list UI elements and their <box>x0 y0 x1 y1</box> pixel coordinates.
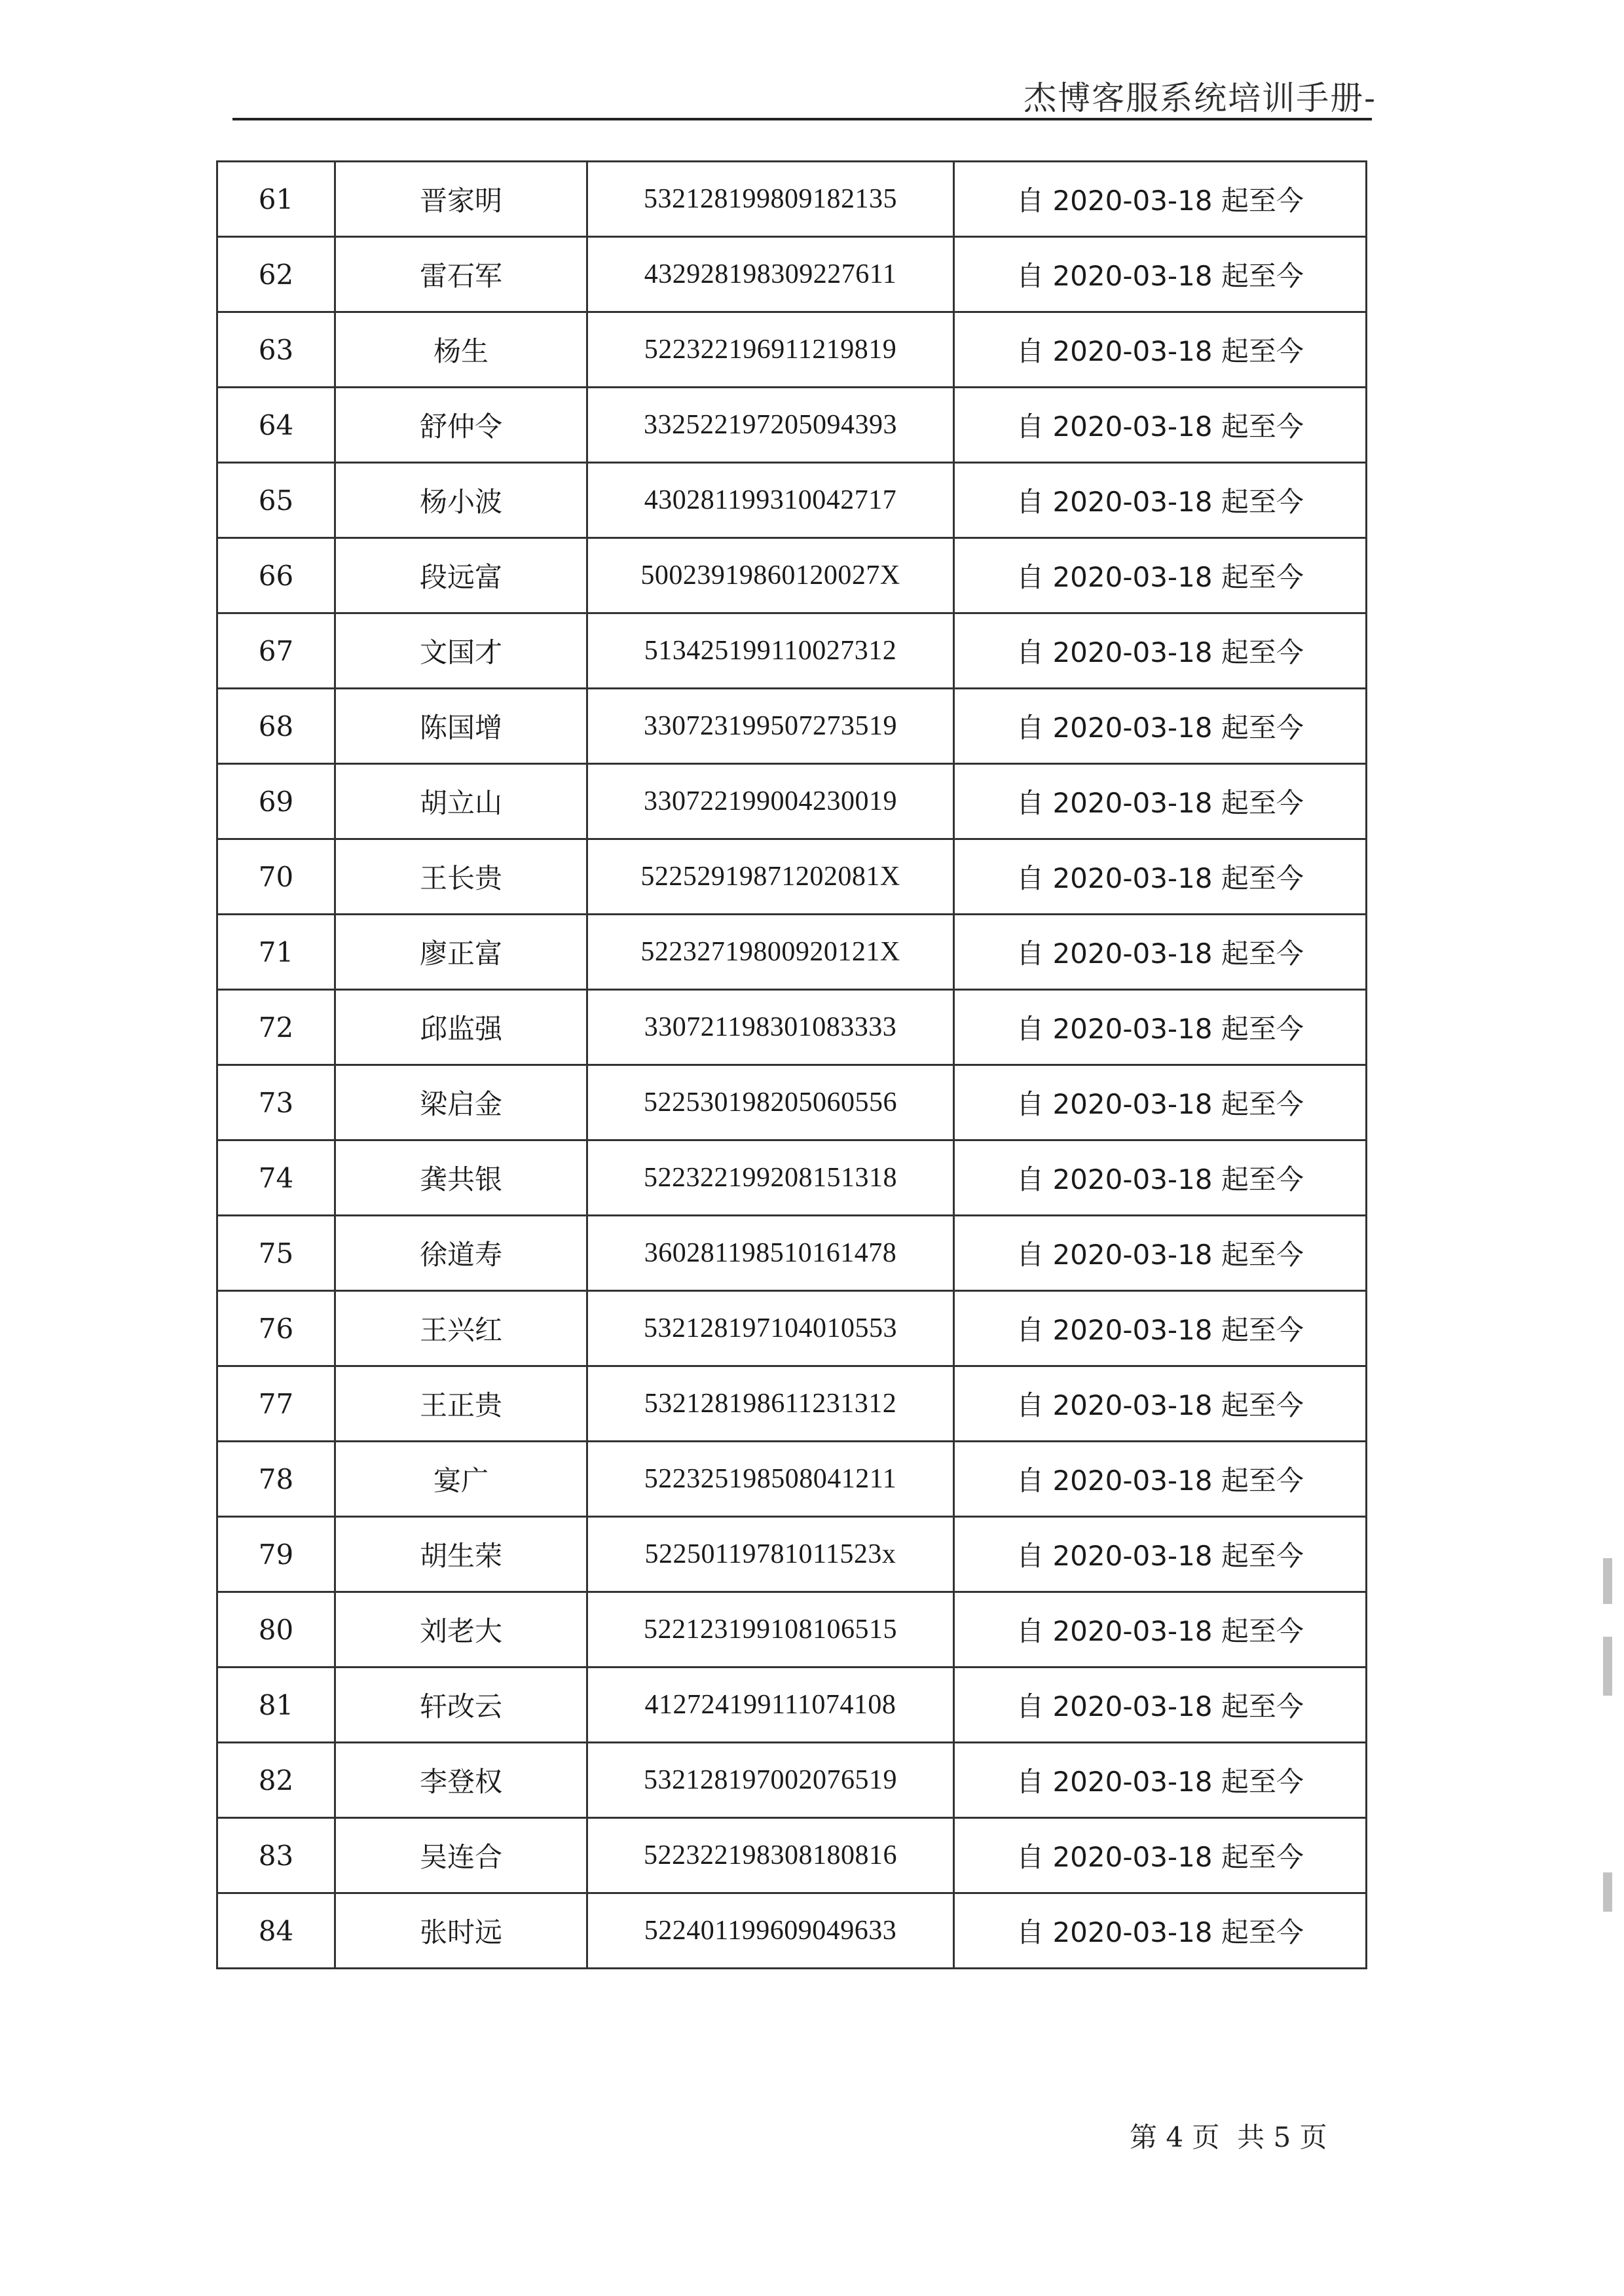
table-row <box>217 1667 1367 1743</box>
table-row <box>217 990 1367 1065</box>
id-number-cell: 532128197104010553 <box>587 1291 954 1366</box>
row-number-cell: 75 <box>217 1216 335 1291</box>
table-row <box>217 764 1367 839</box>
id-number-cell: 412724199111074108 <box>587 1667 954 1743</box>
name-cell: 胡生荣 <box>335 1517 587 1592</box>
row-number-cell: 62 <box>217 237 335 312</box>
id-number-cell: 532128197002076519 <box>587 1743 954 1818</box>
name-cell: 杨小波 <box>335 463 587 538</box>
row-number-cell: 70 <box>217 839 335 915</box>
period-cell: 自 2020-03-18 起至今 <box>954 1140 1367 1216</box>
period-cell: 自 2020-03-18 起至今 <box>954 764 1367 839</box>
id-number-cell: 522325198508041211 <box>587 1442 954 1517</box>
id-number-cell: 330722199004230019 <box>587 764 954 839</box>
name-cell: 邱监强 <box>335 990 587 1065</box>
period-cell: 自 2020-03-18 起至今 <box>954 162 1367 237</box>
row-number-cell: 71 <box>217 915 335 990</box>
period-cell: 自 2020-03-18 起至今 <box>954 1517 1367 1592</box>
id-number-cell: 522530198205060556 <box>587 1065 954 1140</box>
name-cell: 王正贵 <box>335 1366 587 1442</box>
table-row <box>217 1893 1367 1969</box>
id-number-cell: 532128199809182135 <box>587 162 954 237</box>
row-number-cell: 74 <box>217 1140 335 1216</box>
name-cell: 徐道寿 <box>335 1216 587 1291</box>
row-number-cell: 69 <box>217 764 335 839</box>
name-cell: 舒仲令 <box>335 388 587 463</box>
name-cell: 梁启金 <box>335 1065 587 1140</box>
period-cell: 自 2020-03-18 起至今 <box>954 1291 1367 1366</box>
row-number-cell: 84 <box>217 1893 335 1969</box>
period-cell: 自 2020-03-18 起至今 <box>954 1442 1367 1517</box>
id-number-cell: 522322196911219819 <box>587 312 954 388</box>
id-number-cell: 50023919860120027X <box>587 538 954 613</box>
table-row <box>217 1065 1367 1140</box>
name-cell: 吴连合 <box>335 1818 587 1893</box>
period-cell: 自 2020-03-18 起至今 <box>954 1065 1367 1140</box>
id-number-cell: 432928198309227611 <box>587 237 954 312</box>
period-cell: 自 2020-03-18 起至今 <box>954 1216 1367 1291</box>
name-cell: 张时远 <box>335 1893 587 1969</box>
id-number-cell: 330721198301083333 <box>587 990 954 1065</box>
table-row <box>217 689 1367 764</box>
table-body <box>217 162 1367 1969</box>
id-number-cell: 522322199208151318 <box>587 1140 954 1216</box>
id-number-cell: 52250119781011523x <box>587 1517 954 1592</box>
name-cell: 晋家明 <box>335 162 587 237</box>
row-number-cell: 73 <box>217 1065 335 1140</box>
personnel-table <box>216 160 1367 1969</box>
row-number-cell: 80 <box>217 1592 335 1667</box>
table-row <box>217 1366 1367 1442</box>
row-number-cell: 77 <box>217 1366 335 1442</box>
row-number-cell: 81 <box>217 1667 335 1743</box>
scan-edge-mark <box>1603 1872 1612 1912</box>
id-number-cell: 522401199609049633 <box>587 1893 954 1969</box>
row-number-cell: 83 <box>217 1818 335 1893</box>
table-row <box>217 237 1367 312</box>
scan-edge-mark <box>1603 1637 1612 1696</box>
table-row <box>217 839 1367 915</box>
page-number: 第 4 页 共 5 页 <box>1130 2121 1327 2153</box>
id-number-cell: 430281199310042717 <box>587 463 954 538</box>
id-number-cell: 330723199507273519 <box>587 689 954 764</box>
id-number-cell: 332522197205094393 <box>587 388 954 463</box>
id-number-cell: 522322198308180816 <box>587 1818 954 1893</box>
period-cell: 自 2020-03-18 起至今 <box>954 1366 1367 1442</box>
period-cell: 自 2020-03-18 起至今 <box>954 689 1367 764</box>
table-row <box>217 613 1367 689</box>
period-cell: 自 2020-03-18 起至今 <box>954 538 1367 613</box>
row-number-cell: 76 <box>217 1291 335 1366</box>
table-row <box>217 463 1367 538</box>
name-cell: 李登权 <box>335 1743 587 1818</box>
period-cell: 自 2020-03-18 起至今 <box>954 915 1367 990</box>
table-row <box>217 1517 1367 1592</box>
period-cell: 自 2020-03-18 起至今 <box>954 1592 1367 1667</box>
id-number-cell: 513425199110027312 <box>587 613 954 689</box>
period-cell: 自 2020-03-18 起至今 <box>954 463 1367 538</box>
table-row <box>217 1291 1367 1366</box>
name-cell: 段远富 <box>335 538 587 613</box>
name-cell: 宴广 <box>335 1442 587 1517</box>
name-cell: 龚共银 <box>335 1140 587 1216</box>
row-number-cell: 68 <box>217 689 335 764</box>
period-cell: 自 2020-03-18 起至今 <box>954 1743 1367 1818</box>
period-cell: 自 2020-03-18 起至今 <box>954 990 1367 1065</box>
name-cell: 杨生 <box>335 312 587 388</box>
table-row <box>217 915 1367 990</box>
table-row <box>217 538 1367 613</box>
row-number-cell: 63 <box>217 312 335 388</box>
table-row <box>217 1216 1367 1291</box>
id-number-cell: 52232719800920121X <box>587 915 954 990</box>
period-cell: 自 2020-03-18 起至今 <box>954 237 1367 312</box>
row-number-cell: 78 <box>217 1442 335 1517</box>
name-cell: 廖正富 <box>335 915 587 990</box>
name-cell: 文国才 <box>335 613 587 689</box>
period-cell: 自 2020-03-18 起至今 <box>954 1893 1367 1969</box>
row-number-cell: 64 <box>217 388 335 463</box>
row-number-cell: 67 <box>217 613 335 689</box>
name-cell: 陈国增 <box>335 689 587 764</box>
scan-edge-mark <box>1603 1558 1612 1604</box>
id-number-cell: 532128198611231312 <box>587 1366 954 1442</box>
row-number-cell: 82 <box>217 1743 335 1818</box>
table-row <box>217 1140 1367 1216</box>
row-number-cell: 66 <box>217 538 335 613</box>
period-cell: 自 2020-03-18 起至今 <box>954 613 1367 689</box>
table-row <box>217 1442 1367 1517</box>
period-cell: 自 2020-03-18 起至今 <box>954 1818 1367 1893</box>
row-number-cell: 65 <box>217 463 335 538</box>
period-cell: 自 2020-03-18 起至今 <box>954 839 1367 915</box>
id-number-cell: 522123199108106515 <box>587 1592 954 1667</box>
header-divider <box>232 118 1372 120</box>
table-row <box>217 162 1367 237</box>
table-row <box>217 1592 1367 1667</box>
name-cell: 王兴红 <box>335 1291 587 1366</box>
table-row <box>217 1743 1367 1818</box>
period-cell: 自 2020-03-18 起至今 <box>954 1667 1367 1743</box>
table-row <box>217 1818 1367 1893</box>
name-cell: 雷石军 <box>335 237 587 312</box>
row-number-cell: 72 <box>217 990 335 1065</box>
period-cell: 自 2020-03-18 起至今 <box>954 388 1367 463</box>
name-cell: 王长贵 <box>335 839 587 915</box>
table-row <box>217 312 1367 388</box>
row-number-cell: 79 <box>217 1517 335 1592</box>
row-number-cell: 61 <box>217 162 335 237</box>
period-cell: 自 2020-03-18 起至今 <box>954 312 1367 388</box>
id-number-cell: 52252919871202081X <box>587 839 954 915</box>
name-cell: 轩改云 <box>335 1667 587 1743</box>
name-cell: 刘老大 <box>335 1592 587 1667</box>
name-cell: 胡立山 <box>335 764 587 839</box>
id-number-cell: 360281198510161478 <box>587 1216 954 1291</box>
document-header-title: 杰博客服系统培训手册- <box>1024 79 1376 117</box>
table-row <box>217 388 1367 463</box>
